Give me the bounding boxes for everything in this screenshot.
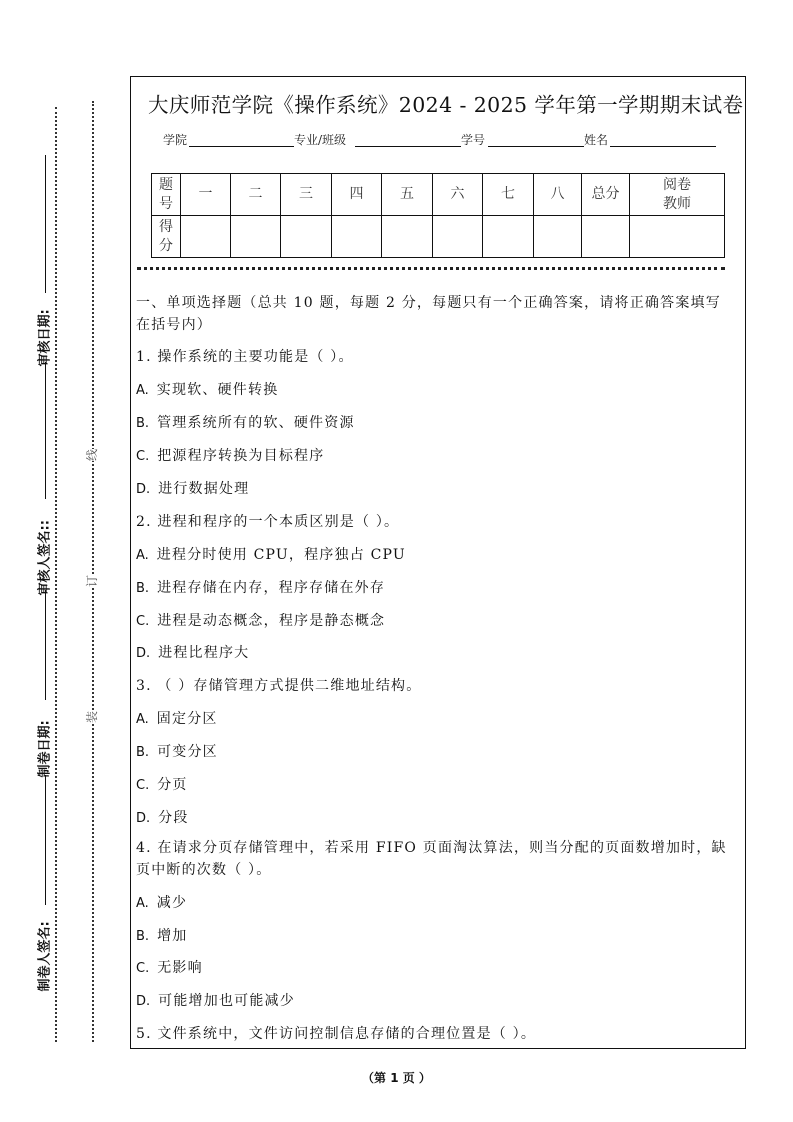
major-class-label: 专业/班级 bbox=[294, 133, 347, 147]
question-4-stem: 4. 在请求分页存储管理中，若采用 FIFO 页面淘汰算法，则当分配的页面数增加时，缺页中断的次数（ ）。 bbox=[136, 840, 727, 878]
question-3-option-a: A. 固定分区 bbox=[136, 711, 218, 727]
col-header-3: 三 bbox=[281, 174, 332, 216]
student-id-label: 学号 bbox=[461, 133, 486, 147]
grader-header: 阅卷 教师 bbox=[630, 174, 725, 216]
score-table-header-row bbox=[152, 174, 725, 216]
question-2-option-b: B. 进程存储在内存，程序存储在外存 bbox=[136, 580, 386, 596]
question-3-option-b: B. 可变分区 bbox=[136, 744, 218, 760]
col-header-8: 八 bbox=[534, 174, 582, 216]
col-header-6: 六 bbox=[433, 174, 483, 216]
col-header-7: 七 bbox=[483, 174, 534, 216]
question-4-option-b: B. 增加 bbox=[136, 928, 188, 944]
question-4-option-c: C. 无影响 bbox=[136, 960, 203, 976]
cut-line-char-xian: 线 bbox=[85, 448, 100, 462]
col-header-4: 四 bbox=[332, 174, 382, 216]
col-header-2: 二 bbox=[231, 174, 281, 216]
question-5-stem: 5. 文件系统中，文件访问控制信息存储的合理位置是（ ）。 bbox=[136, 1026, 537, 1042]
section-heading: 一、单项选择题（总共 10 题，每题 2 分，每题只有一个正确答案，请将正确答案填写在括号内） bbox=[136, 295, 721, 333]
question-2-option-a: A. 进程分时使用 CPU，程序独占 CPU bbox=[136, 547, 406, 563]
college-label: 学院 bbox=[163, 133, 188, 147]
question-1-option-c: C. 把源程序转换为目标程序 bbox=[136, 448, 325, 464]
author-date-line bbox=[45, 775, 46, 905]
review-date-line bbox=[45, 155, 46, 293]
review-date-label: 审核日期: bbox=[37, 309, 53, 367]
reviewer-signature-label: 审核人签名:: bbox=[37, 520, 53, 596]
author-signature-label: 制卷人签名: bbox=[37, 921, 53, 992]
question-4-option-a: A. 减少 bbox=[136, 895, 188, 911]
question-4-option-d: D. 可能增加也可能减少 bbox=[136, 993, 295, 1009]
outer-dotted-line bbox=[55, 107, 57, 1042]
cut-line-char-zhuang: 装 bbox=[85, 710, 100, 724]
header-separator-dotted bbox=[137, 267, 725, 270]
score-row-header: 得 分 bbox=[152, 216, 181, 258]
cut-dotted-line bbox=[92, 101, 94, 1042]
name-label: 姓名 bbox=[584, 133, 609, 147]
question-2-option-d: D. 进程比程序大 bbox=[136, 645, 250, 661]
score-cell-4[interactable] bbox=[332, 216, 382, 258]
question-1-stem: 1. 操作系统的主要功能是（ ）。 bbox=[136, 349, 354, 365]
page-number: （第 1 页 ） bbox=[362, 1071, 431, 1085]
score-cell-2[interactable] bbox=[231, 216, 281, 258]
question-3-option-d: D. 分段 bbox=[136, 810, 189, 826]
question-1-option-b: B. 管理系统所有的软、硬件资源 bbox=[136, 415, 355, 431]
col-header-5: 五 bbox=[382, 174, 433, 216]
col-header-1: 一 bbox=[181, 174, 231, 216]
reviewer-signature-line-top bbox=[45, 362, 46, 499]
score-cell-5[interactable] bbox=[382, 216, 433, 258]
question-number-header: 题 号 bbox=[152, 174, 181, 216]
name-field[interactable] bbox=[610, 146, 716, 147]
score-cell-3[interactable] bbox=[281, 216, 332, 258]
score-cell-6[interactable] bbox=[433, 216, 483, 258]
exam-title: 大庆师范学院《操作系统》2024 - 2025 学年第一学期期末试卷 bbox=[148, 93, 744, 117]
score-cell-1[interactable] bbox=[181, 216, 231, 258]
score-cell-7[interactable] bbox=[483, 216, 534, 258]
major-class-field[interactable] bbox=[355, 146, 461, 147]
question-3-option-c: C. 分页 bbox=[136, 777, 188, 793]
cut-line-char-ding: 订 bbox=[85, 574, 100, 588]
reviewer-signature-line-bottom bbox=[45, 590, 46, 700]
score-cell-grader[interactable] bbox=[630, 216, 725, 258]
college-field[interactable] bbox=[189, 146, 294, 147]
col-header-total: 总分 bbox=[582, 174, 630, 216]
student-id-field[interactable] bbox=[488, 146, 584, 147]
question-2-stem: 2. 进程和程序的一个本质区别是（ ）。 bbox=[136, 514, 400, 530]
question-3-stem: 3. （ ）存储管理方式提供二维地址结构。 bbox=[136, 678, 422, 694]
author-date-label: 制卷日期: bbox=[37, 720, 53, 778]
question-1-option-d: D. 进行数据处理 bbox=[136, 481, 250, 497]
question-2-option-c: C. 进程是动态概念，程序是静态概念 bbox=[136, 613, 386, 629]
question-1-option-a: A. 实现软、硬件转换 bbox=[136, 382, 279, 398]
score-cell-total[interactable] bbox=[582, 216, 630, 258]
score-cell-8[interactable] bbox=[534, 216, 582, 258]
score-table bbox=[151, 173, 725, 258]
score-table-score-row bbox=[152, 216, 725, 258]
